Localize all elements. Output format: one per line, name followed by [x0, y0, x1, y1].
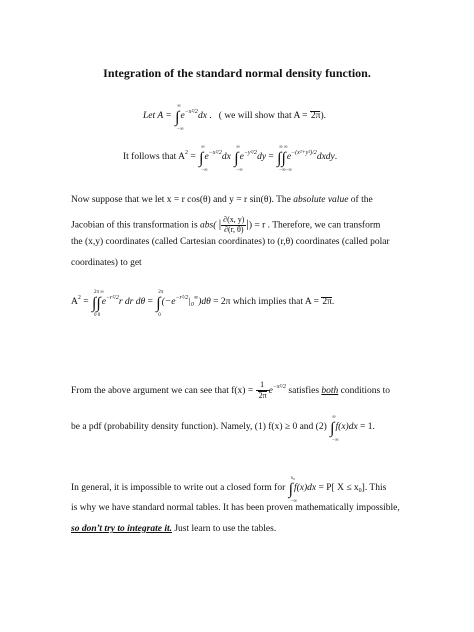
eq2-prefix: It follows that A: [123, 152, 186, 162]
paragraph-pdf-2: be a pdf (probability density function). Namely, (1) f(x) ≥ 0 and (2) ∫ ∞ −∞ f(x)dx = 1.: [71, 415, 375, 443]
equation-a-squared: It follows that $A^2$ = ∫ ∞ −∞ $e^{-x^2/2}dx$ ∫ ∞ −∞ $e^{-y^2/2}dy$ = ∫∫ ∞ ∞ −∞−∞ $e^{-(x^2+y^2)/2}dxdy$.: [123, 145, 338, 173]
paragraph-closed-form-1: In general, it is impossible to write out a closed form for ∫ x₀ −∞ f(x)dx = P[ $X \le x_0$]. This: [71, 476, 387, 504]
paragraph-jacobian-4: coordinates) to get: [71, 258, 142, 268]
paragraph-closed-form-2: is why we have standard normal tables. It has been proven mathematically impossible,: [71, 503, 400, 513]
paragraph-closed-form-3: so don’t try to integrate it. Just learn to use the tables.: [71, 524, 277, 534]
warning-text: so don’t try to integrate it.: [71, 524, 172, 534]
paragraph-pdf-1: From the above argument we can see that f(x) = $\frac{1}{2\pi}$ $e^{-x^2/2}$ satisfies both conditions to: [71, 380, 391, 400]
page-title: Integration of the standard normal density function.: [103, 66, 371, 80]
paragraph-jacobian-2: Jacobian of this transformation is abs( | $\frac{\partial(x, y)}{\partial(r, \theta)}$ |) = r . Therefore, we can transform: [71, 215, 381, 234]
pdf-fraction: $\frac{1}{2\pi}$: [256, 381, 269, 401]
paragraph-jacobian-3: the (x,y) coordinates (called Cartesian coordinates) to (r,θ) coordinates (called polar: [71, 237, 390, 247]
sqrt-2pi: 2π: [310, 111, 321, 121]
jacobian-fraction: $\frac{\partial(x, y)}{\partial(r, \theta)}$: [223, 215, 245, 234]
both-text: both: [321, 385, 339, 396]
paragraph-jacobian-1: Now suppose that we let x = r cos(θ) and y = r sin(θ). The absolute value of the: [71, 195, 373, 205]
absolute-value-text: absolute value: [293, 195, 349, 205]
equation-definition-a: Let A = ∫ ∞ −∞ $e^{-x^2/2}dx$ . ( we will show that A = 2π).: [143, 104, 326, 132]
eq1-note: ( we will show that A =: [218, 111, 308, 121]
integral-sign: ∫ ∞ −∞: [175, 104, 184, 132]
equation-polar: $A^2$ = ∫∫ 2π ∞ 0 0 $e^{-r^2/2}r$ dr dθ = ∫ 2π 0 $(-e^{-r^2/2}|_0^\infty)d\theta = 2\pi$ which implies that A = 2π.: [71, 290, 335, 318]
eq1-let: Let A =: [143, 111, 172, 121]
